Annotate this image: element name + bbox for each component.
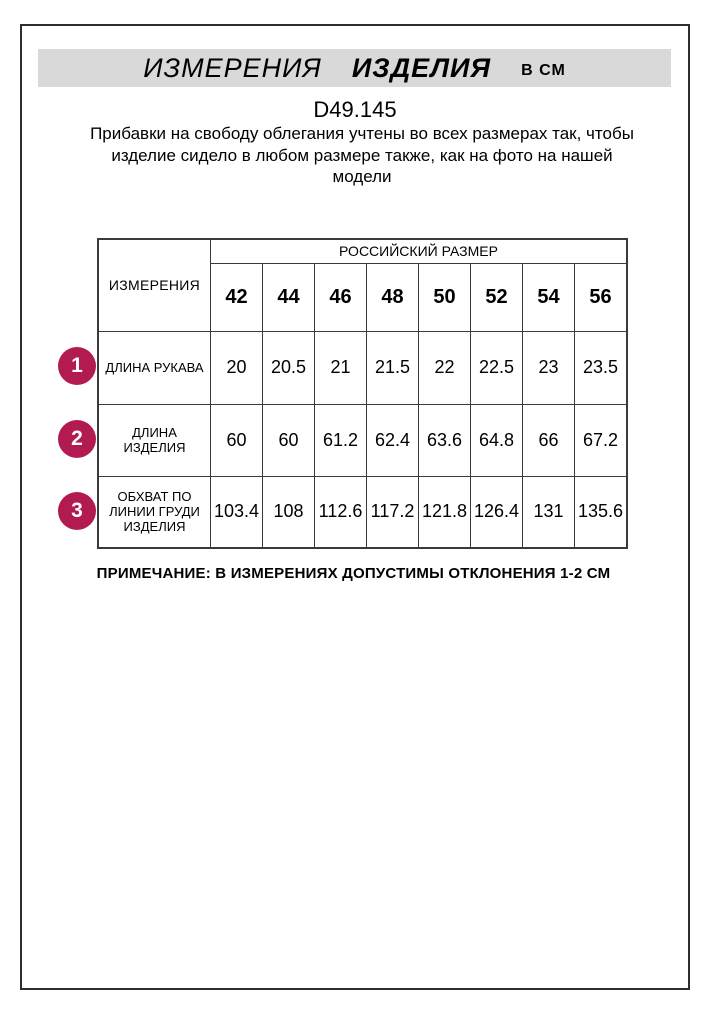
row-label: ДЛИНА РУКАВА — [98, 331, 211, 404]
measurement-value: 66 — [523, 404, 575, 476]
note-text: ПРИМЕЧАНИЕ: В ИЗМЕРЕНИЯХ ДОПУСТИМЫ ОТКЛОНЕНИЯ 1-2 СМ — [96, 565, 611, 582]
measurement-value: 22 — [419, 331, 471, 404]
measurement-value: 103.4 — [211, 476, 263, 548]
title-measurements: ИЗМЕРЕНИЯ — [143, 52, 322, 83]
measurement-value: 60 — [263, 404, 315, 476]
table-row — [98, 239, 627, 263]
size-header-cell: 44 — [263, 263, 315, 331]
measurement-value: 131 — [523, 476, 575, 548]
measurement-value: 61.2 — [315, 404, 367, 476]
measurement-value: 121.8 — [419, 476, 471, 548]
size-header-cell: 56 — [575, 263, 628, 331]
measurement-value: 64.8 — [471, 404, 523, 476]
size-header-cell: 42 — [211, 263, 263, 331]
measurement-value: 23.5 — [575, 331, 628, 404]
measurement-value: 62.4 — [367, 404, 419, 476]
measurement-value: 108 — [263, 476, 315, 548]
row-number-badge-1: 1 — [58, 347, 96, 385]
size-header-cell: 54 — [523, 263, 575, 331]
title-unit: В СМ — [521, 62, 566, 79]
table-row — [98, 404, 627, 476]
table-row — [98, 331, 627, 404]
title-bar — [38, 49, 671, 87]
measurement-value: 20 — [211, 331, 263, 404]
size-group-header-cell: РОССИЙСКИЙ РАЗМЕР — [211, 239, 628, 263]
size-header-cell: 46 — [315, 263, 367, 331]
size-table — [97, 238, 628, 549]
row-label: ДЛИНА ИЗДЕЛИЯ — [98, 404, 211, 476]
title-product: ИЗДЕЛИЯ — [351, 52, 492, 83]
corner-header-cell: ИЗМЕРЕНИЯ — [98, 239, 211, 331]
measurement-value: 21.5 — [367, 331, 419, 404]
measurement-value: 23 — [523, 331, 575, 404]
measurement-value: 21 — [315, 331, 367, 404]
measurement-value: 67.2 — [575, 404, 628, 476]
measurement-value: 117.2 — [367, 476, 419, 548]
measurement-value: 112.6 — [315, 476, 367, 548]
measurement-value: 22.5 — [471, 331, 523, 404]
size-header-cell: 50 — [419, 263, 471, 331]
measurement-value: 63.6 — [419, 404, 471, 476]
size-header-cell: 48 — [367, 263, 419, 331]
measurement-value: 60 — [211, 404, 263, 476]
row-number-badge-2: 2 — [58, 420, 96, 458]
measurement-value: 126.4 — [471, 476, 523, 548]
measurement-value: 135.6 — [575, 476, 628, 548]
size-header-cell: 52 — [471, 263, 523, 331]
product-code: D49.145 — [313, 97, 397, 122]
measurement-value: 20.5 — [263, 331, 315, 404]
table-row — [98, 476, 627, 548]
row-number-badge-3: 3 — [58, 492, 96, 530]
row-label: ОБХВАТ ПО ЛИНИИ ГРУДИ ИЗДЕЛИЯ — [98, 476, 211, 548]
description-text: Прибавки на свободу облегания учтены во всех размерах так, чтобы изделие сидело в любом размере также, как на фото на нашей модели — [90, 124, 634, 186]
